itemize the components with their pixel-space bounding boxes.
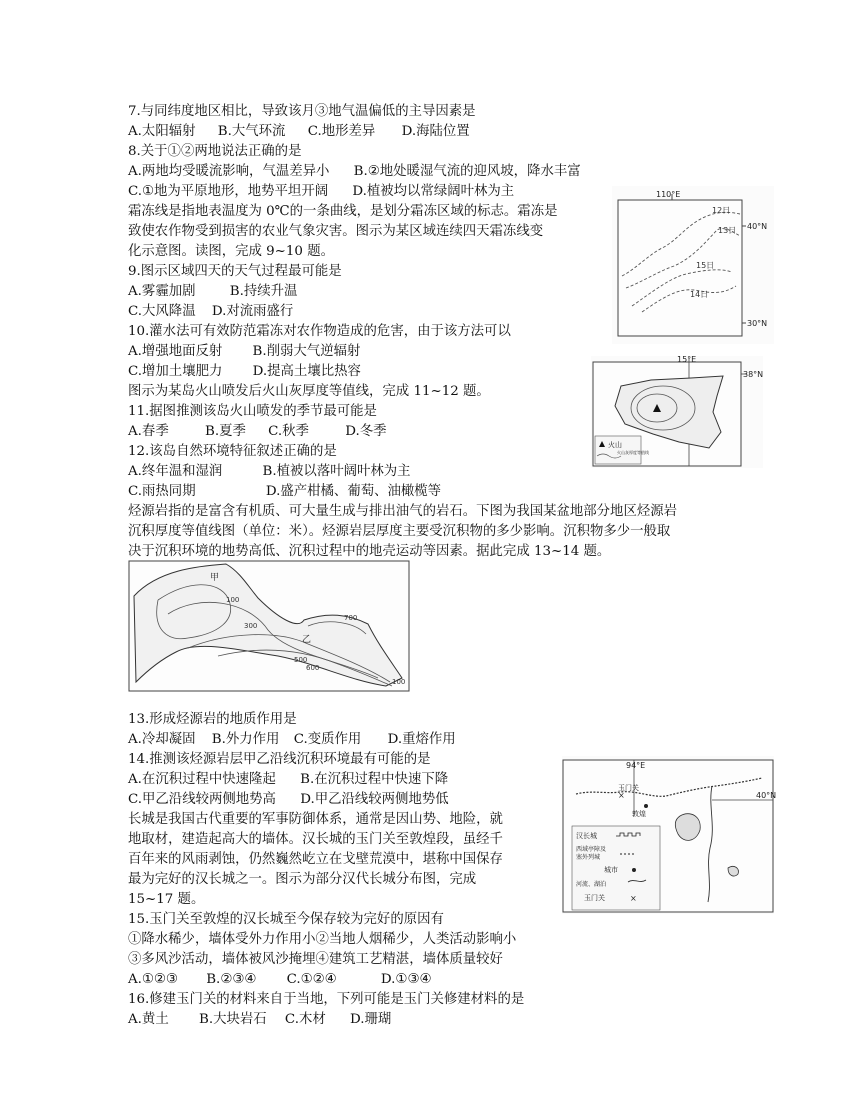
q10-option-a: A.增强地面反射 — [128, 344, 223, 359]
dunhuang-city-icon — [644, 804, 648, 808]
intro15-line3: 百年来的风雨剥蚀，仍然巍然屹立在戈壁荒漠中，堪称中国保存 — [128, 852, 503, 867]
q10-option-c: C.增加土壤肥力 — [128, 364, 223, 379]
q15-statement-1: ①降水稀少，墙体受外力作用小②当地人烟稀少，人类活动影响小 — [128, 932, 517, 947]
legend-forts-label-1: 西域亭障及 — [576, 846, 607, 853]
wall-lon-label: 94°E — [626, 761, 646, 770]
q8-option-b: B.②地处暖湿气流的迎风坡，降水丰富 — [353, 164, 581, 179]
q12-option-c: C.雨热同期 — [128, 484, 196, 499]
q14-options-row2 — [128, 790, 449, 810]
legend-forts-label-2: 塞外列城 — [576, 854, 601, 861]
q7-option-b: B.大气环流 — [217, 124, 286, 139]
q11-stem: 11.据图推测该岛火山喷发的季节最可能是 — [128, 404, 377, 419]
q10-option-b: B.削弱大气逆辐射 — [252, 344, 361, 359]
q7-options — [128, 122, 470, 142]
q16-stem: 16.修建玉门关的材料来自于当地，下列可能是玉门关修建材料的是 — [128, 992, 525, 1007]
q11-options — [128, 422, 387, 442]
q14-option-b: B.在沉积过程中快速下降 — [300, 772, 449, 787]
legend-contour-label: 火山灰厚度等值线 — [617, 450, 649, 455]
q14-option-a: A.在沉积过程中快速隆起 — [128, 772, 276, 787]
isopach-label-100a: 100 — [226, 596, 240, 604]
q7-option-d: D.海陆位置 — [401, 124, 470, 139]
intro9-line2: 致使农作物受到损害的农业气象灾害。图示为某区域连续四天霜冻线变 — [128, 224, 544, 239]
legend-pass-label: 玉门关 — [584, 894, 605, 902]
q12-options-row1 — [128, 462, 411, 482]
q7-option-c: C.地形差异 — [307, 124, 376, 139]
q15-options — [128, 970, 431, 990]
q13-stem: 13.形成烃源岩的地质作用是 — [128, 712, 297, 727]
q12-options-row2 — [128, 482, 441, 502]
q15-option-b: B.②③④ — [206, 972, 257, 987]
q9-option-d: D.对流雨盛行 — [211, 304, 294, 319]
q9-option-c: C.大风降温 — [128, 304, 196, 319]
legend-water-label: 河流、湖泊 — [576, 881, 607, 888]
legend-pass-mark: × — [630, 894, 637, 903]
q14-stem: 14.推测该烃源岩层甲乙沿线沉积环境最有可能的是 — [128, 752, 431, 767]
intro15-line2: 地取材，建造起高大的墙体。汉长城的玉门关至敦煌段，虽经千 — [128, 832, 503, 847]
q13-option-d: D.重熔作用 — [387, 732, 456, 747]
volcano-island-map — [591, 356, 763, 468]
q12-option-b: B.植被以落叶阔叶林为主 — [262, 464, 411, 479]
q14-option-d: D.甲乙沿线较两侧地势低 — [300, 792, 449, 807]
frost-label-12: 12日 — [712, 206, 731, 215]
q15-statement-2: ③多风沙活动，墙体被风沙掩埋④建筑工艺精湛，墙体质量较好 — [128, 952, 503, 967]
isopach-label-500: 500 — [294, 656, 308, 664]
q7-stem: 7.与同纬度地区相比，导致该月③地气温偏低的主导因素是 — [128, 104, 476, 119]
q15-option-d: D.①③④ — [380, 972, 432, 987]
han-great-wall-map — [562, 756, 777, 914]
intro11: 图示为某岛火山喷发后火山灰厚度等值线，完成 11~12 题。 — [128, 384, 490, 399]
intro13-line3: 决于沉积环境的地势高低、沉积过程中的地壳运动等因素。据此完成 13~14 题。 — [128, 544, 611, 559]
q15-option-a: A.①②③ — [128, 972, 178, 987]
q10-stem: 10.灌水法可有效防范霜冻对农作物造成的危害，由于该方法可以 — [128, 324, 511, 339]
legend-city-label: 城市 — [604, 866, 618, 874]
q13-option-a: A.冷却凝固 — [128, 732, 196, 747]
q9-option-b: B.持续升温 — [229, 284, 298, 299]
q7-option-a: A.太阳辐射 — [128, 124, 196, 139]
q10-options-row2 — [128, 362, 361, 382]
isopach-label-100b: 100 — [392, 678, 406, 686]
isopach-label-600: 600 — [306, 664, 320, 672]
intro13-line1: 烃源岩指的是富含有机质、可大量生成与排出油气的岩石。下图为我国某盆地部分地区烃源岩 — [128, 504, 678, 519]
q16-options — [128, 1010, 391, 1030]
q16-option-b: B.大块岩石 — [198, 1012, 267, 1027]
frost-line-map — [612, 186, 774, 344]
legend-volcano-label: 火山 — [608, 441, 622, 449]
q8-option-d: D.植被均以常绿阔叶林为主 — [352, 184, 515, 199]
q8-stem: 8.关于①②两地说法正确的是 — [128, 144, 302, 159]
wall-label-dunhuang: 敦煌 — [632, 810, 646, 818]
q10-options-row1 — [128, 342, 360, 362]
q9-options-row1 — [128, 282, 297, 302]
source-rock-isopach-map — [128, 560, 410, 692]
q9-stem: 9.图示区域四天的天气过程最可能是 — [128, 264, 342, 279]
q8-options-row1 — [128, 162, 581, 182]
q15-option-c: C.①②④ — [286, 972, 337, 987]
q8-options-row2 — [128, 182, 514, 202]
q12-stem: 12.该岛自然环境特征叙述正确的是 — [128, 444, 337, 459]
intro15-line1: 长城是我国古代重要的军事防御体系，通常是因山势、地险，就 — [128, 812, 503, 827]
wall-lat-label: 40°N — [756, 791, 777, 800]
frost-lon-label: 110°E — [656, 190, 681, 199]
yumen-pass-mark: × — [618, 791, 625, 800]
q16-option-a: A.黄土 — [128, 1012, 169, 1027]
wall-label-yumen: 玉门关 — [618, 784, 639, 792]
frost-label-14: 14日 — [690, 290, 709, 299]
frost-lat-bottom-label: 30°N — [747, 319, 768, 328]
q11-option-d: D.冬季 — [345, 424, 387, 439]
q16-option-c: C.木材 — [284, 1012, 326, 1027]
intro9-line3: 化示意图。读图，完成 9~10 题。 — [128, 244, 334, 259]
q16-option-d: D.珊瑚 — [350, 1012, 392, 1027]
isopach-label-700: 700 — [344, 614, 358, 622]
isopach-label-300: 300 — [244, 622, 258, 630]
q15-stem: 15.玉门关至敦煌的汉长城至今保存较为完好的原因有 — [128, 912, 444, 927]
volcano-lat-label: 38°N — [743, 370, 764, 379]
frost-lat-top-label: 40°N — [747, 222, 768, 231]
basin-label-jia: 甲 — [210, 573, 220, 583]
q9-options-row2 — [128, 302, 293, 322]
q8-option-a: A.两地均受暖流影响，气温差异小 — [128, 164, 330, 179]
q11-option-c: C.秋季 — [268, 424, 309, 439]
q10-option-d: D.提高土壤比热容 — [252, 364, 361, 379]
q8-option-c: C.①地为平原地形，地势平坦开阔 — [128, 184, 329, 199]
intro13-line2: 沉积厚度等值线图（单位：米）。烃源岩层厚度主要受沉积物的多少影响。沉积物多少一般取 — [128, 524, 671, 539]
intro9-line1: 霜冻线是指地表温度为 0℃的一条曲线，是划分霜冻区域的标志。霜冻是 — [128, 204, 558, 219]
q13-option-b: B.外力作用 — [211, 732, 280, 747]
q11-option-b: B.夏季 — [204, 424, 246, 439]
frost-label-15: 15日 — [696, 261, 715, 270]
q14-option-c: C.甲乙沿线较两侧地势高 — [128, 792, 276, 807]
volcano-lon-label: 15°E — [677, 355, 697, 364]
q14-options-row1 — [128, 770, 448, 790]
intro15-line4: 最为完好的汉长城之一。图示为部分汉代长城分布图，完成 — [128, 872, 477, 887]
q12-option-d: D.盛产柑橘、葡萄、油橄榄等 — [265, 484, 442, 499]
legend-wall-label: 汉长城 — [576, 832, 597, 840]
q12-option-a: A.终年温和湿润 — [128, 464, 223, 479]
q13-option-c: C.变质作用 — [293, 732, 362, 747]
q9-option-a: A.雾霾加剧 — [128, 284, 196, 299]
basin-label-yi: 乙 — [302, 635, 312, 645]
frost-label-13: 13日 — [718, 226, 737, 235]
intro15-line5: 15~17 题。 — [128, 892, 205, 907]
legend-city-icon — [632, 868, 636, 872]
q11-option-a: A.春季 — [128, 424, 169, 439]
q13-options — [128, 730, 456, 750]
